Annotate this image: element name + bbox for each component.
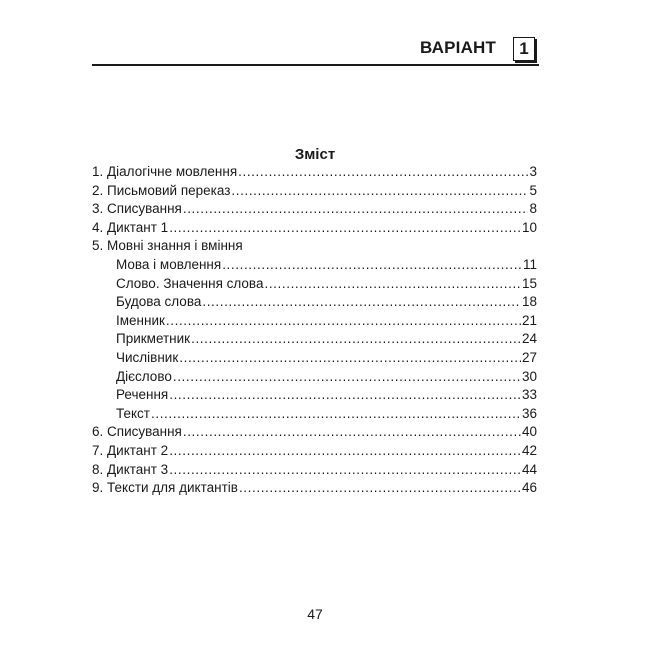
- dot-leader: [183, 201, 529, 216]
- toc-entry-label: 3. Списування: [92, 201, 182, 217]
- dot-leader: [169, 462, 521, 477]
- dot-leader: [191, 331, 521, 346]
- toc-entry: [92, 462, 537, 481]
- toc-entry: [92, 313, 537, 332]
- toc-entry: [92, 183, 537, 202]
- dot-leader: [173, 369, 521, 384]
- dot-leader: [169, 443, 521, 458]
- toc-entry-label: 1. Діалогічне мовлення: [92, 164, 238, 179]
- toc-entry-label: 4. Диктант 1: [92, 219, 169, 235]
- dot-leader: [179, 350, 521, 365]
- toc-entry-label: 5. Мовні знання і вміння: [92, 238, 243, 254]
- dot-leader: [231, 183, 528, 198]
- dot-leader: [166, 313, 521, 328]
- table-of-contents: [92, 164, 537, 499]
- header-divider: [92, 64, 539, 66]
- toc-entry-page: 15: [521, 275, 537, 291]
- toc-entry-page: 24: [521, 331, 537, 347]
- toc-entry-page: 18: [521, 294, 537, 310]
- toc-entry: [92, 480, 537, 499]
- toc-entry-label: Будова слова: [116, 294, 202, 310]
- dot-leader: [238, 164, 528, 179]
- toc-entry-label: 8. Диктант 3: [92, 461, 169, 477]
- dot-leader: [239, 480, 521, 495]
- toc-entry-page: 3: [529, 164, 537, 179]
- toc-entry-label: Прикметник: [116, 331, 191, 347]
- toc-entry-page: 44: [521, 461, 537, 477]
- toc-entry-page: 30: [521, 368, 537, 384]
- toc-entry-label: Числівник: [116, 349, 179, 365]
- toc-entry-label: Дієслово: [116, 368, 172, 384]
- dot-leader: [151, 406, 521, 421]
- toc-entry-label: Речення: [116, 387, 169, 403]
- toc-entry: [92, 331, 537, 350]
- toc-entry: [92, 387, 537, 406]
- page-number: 47: [307, 606, 323, 622]
- toc-entry-page: 40: [521, 424, 537, 440]
- dot-leader: [169, 220, 521, 235]
- toc-entry: [92, 164, 537, 183]
- toc-entry-page: 33: [521, 387, 537, 403]
- toc-entry: [92, 294, 537, 313]
- toc-entry: [92, 238, 537, 257]
- toc-entry-page: 21: [521, 312, 537, 328]
- toc-entry-label: 2. Письмовий переказ: [92, 182, 231, 198]
- toc-entry: [92, 443, 537, 462]
- dot-leader: [183, 424, 521, 439]
- toc-entry-label: Текст: [116, 405, 150, 421]
- toc-entry: [92, 257, 537, 276]
- toc-entry-page: 46: [521, 480, 537, 496]
- toc-entry: [92, 350, 537, 369]
- toc-entry-page: 36: [521, 405, 537, 421]
- toc-entry-label: 7. Диктант 2: [92, 442, 169, 458]
- toc-entry: [92, 276, 537, 295]
- variant-number-box: 1: [513, 37, 535, 61]
- toc-entry-label: Іменник: [116, 312, 165, 328]
- variant-heading: ВАРІАНТ: [420, 38, 497, 57]
- dot-leader: [169, 387, 521, 402]
- toc-entry: [92, 201, 537, 220]
- toc-entry-page: 5: [529, 182, 537, 198]
- toc-title: Зміст: [294, 146, 336, 163]
- toc-entry-label: 6. Списування: [92, 424, 182, 440]
- toc-entry-label: Мова і мовлення: [116, 256, 222, 272]
- toc-entry: [92, 220, 537, 239]
- toc-entry-page: 42: [521, 442, 537, 458]
- dot-leader: [222, 257, 522, 272]
- toc-entry-label: Слово. Значення слова: [116, 275, 264, 291]
- toc-entry-label: 9. Тексти для диктантів: [92, 480, 238, 496]
- toc-entry-page: 8: [529, 201, 537, 217]
- dot-leader: [264, 276, 521, 291]
- toc-entry-page: 27: [521, 349, 537, 365]
- toc-entry: [92, 424, 537, 443]
- toc-entry-page: 10: [521, 219, 537, 235]
- toc-entry: [92, 406, 537, 425]
- toc-entry: [92, 369, 537, 388]
- dot-leader: [202, 294, 521, 309]
- toc-entry-page: 11: [522, 256, 537, 272]
